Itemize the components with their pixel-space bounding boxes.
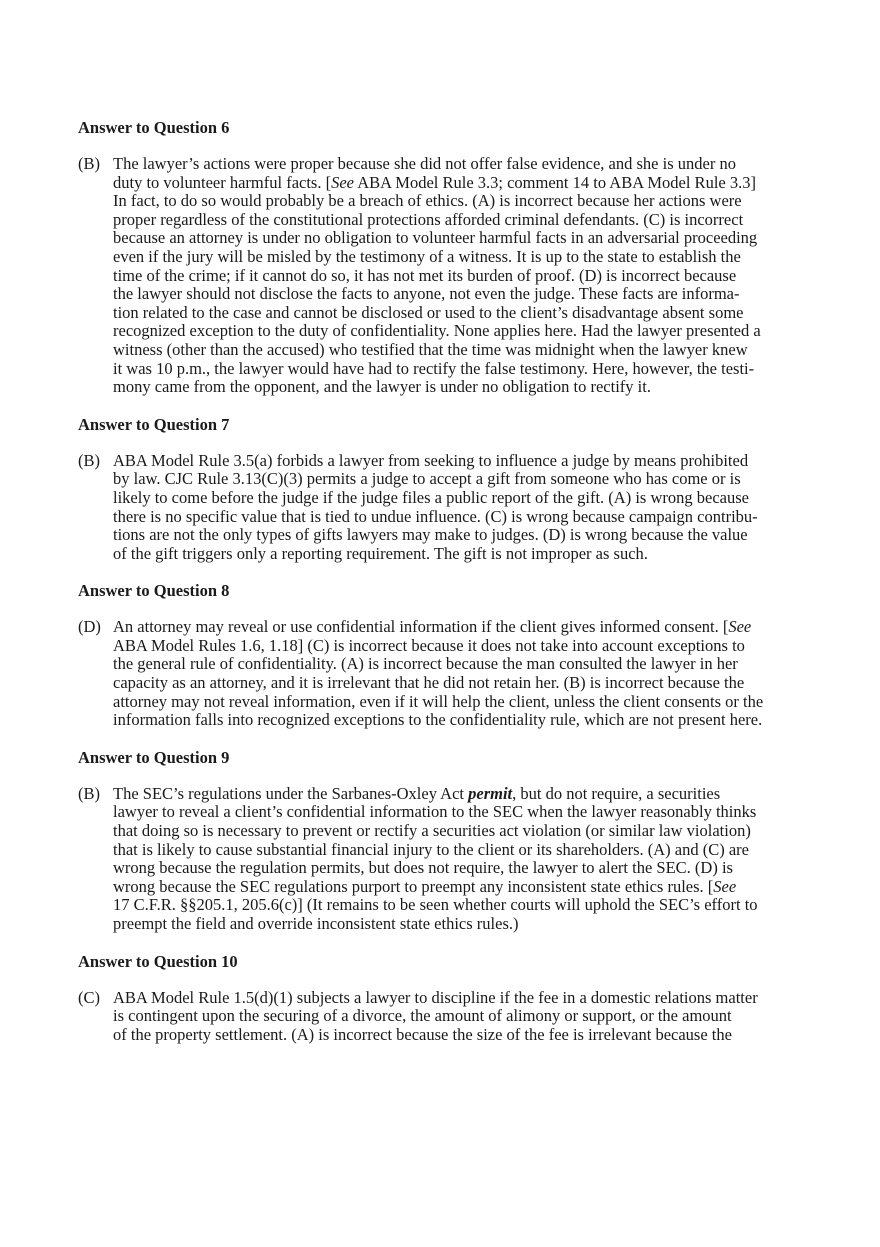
text-segment: the lawyer should not disclose the facts to anyone, not even the judge. These facts are informa- (113, 284, 740, 304)
text-line (113, 211, 798, 230)
text-segment: witness (other than the accused) who testified that the time was midnight when the lawyer knew (113, 339, 748, 359)
text-segment: even if the jury will be misled by the testimony of a witness. It is up to the state to establish the (113, 246, 741, 266)
text-line (113, 878, 798, 897)
emphasized-text: See (728, 617, 752, 637)
document-page (78, 118, 798, 1062)
answer-heading: Answer to Question 7 (78, 414, 230, 434)
answer-paragraph (78, 155, 798, 397)
text-segment: that doing so is necessary to prevent or rectify a securities act violation (or similar law violation) (113, 821, 751, 841)
text-line (113, 378, 798, 397)
text-line (113, 915, 798, 934)
answer-heading: Answer to Question 10 (78, 951, 238, 971)
text-segment: wrong because the SEC regulations purport to preempt any inconsistent state ethics rules. [ (113, 876, 714, 896)
text-line (113, 267, 798, 286)
text-line (113, 803, 798, 822)
text-line (113, 452, 798, 471)
answer-letter: (B) (78, 450, 100, 470)
text-segment: likely to come before the judge if the judge files a public report of the gift. (A) is wrong because (113, 487, 749, 507)
text-line (113, 192, 798, 211)
text-line (113, 155, 798, 174)
text-line (113, 285, 798, 304)
text-line (113, 360, 798, 379)
text-line (113, 711, 798, 730)
text-segment: duty to volunteer harmful facts. [ (113, 172, 332, 192)
answer-section (78, 581, 798, 730)
text-segment: , but do not require, a securities (512, 783, 721, 803)
text-segment: lawyer to reveal a client’s confidential information to the SEC when the lawyer reasonably thinks (113, 802, 757, 822)
text-segment: 17 C.F.R. §§205.1, 205.6(c)] (It remains to be seen whether courts will uphold the SEC’s effort to (113, 895, 758, 915)
text-line (113, 322, 798, 341)
text-segment: ABA Model Rules 1.6, 1.18] (C) is incorrect because it does not take into account exceptions to (113, 635, 745, 655)
text-segment: wrong because the regulation permits, but does not require, the lawyer to alert the SEC. (D) is (113, 858, 733, 878)
answer-heading: Answer to Question 9 (78, 747, 230, 767)
text-line (113, 545, 798, 564)
answer-paragraph (78, 785, 798, 934)
answer-paragraph (78, 618, 798, 730)
text-segment: is contingent upon the securing of a divorce, the amount of alimony or support, or the amount (113, 1006, 732, 1026)
text-line (113, 1026, 798, 1045)
text-segment: The SEC’s regulations under the Sarbanes-Oxley Act (113, 783, 469, 803)
text-segment: In fact, to do so would probably be a breach of ethics. (A) is incorrect because her actions were (113, 191, 742, 211)
text-segment: there is no specific value that is tied to undue influence. (C) is wrong because campaign contribu- (113, 506, 758, 526)
answer-section (78, 118, 798, 397)
text-segment: tion related to the case and cannot be disclosed or used to the client’s disadvantage absent some (113, 302, 744, 322)
answer-heading: Answer to Question 8 (78, 581, 230, 601)
text-line (113, 229, 798, 248)
text-segment: preempt the field and override inconsistent state ethics rules.) (113, 914, 519, 933)
text-line (113, 785, 798, 804)
text-segment: because an attorney is under no obligation to volunteer harmful facts in an adversarial proceeding (113, 228, 758, 248)
text-segment: proper regardless of the constitutional protections afforded criminal defendants. (C) is incorrect (113, 209, 744, 229)
text-segment: attorney may not reveal information, even if it will help the client, unless the client consents or the (113, 691, 764, 711)
answer-heading: Answer to Question 6 (78, 118, 230, 137)
text-line (113, 1007, 798, 1026)
text-line (113, 841, 798, 860)
text-line (113, 618, 798, 637)
text-line (113, 655, 798, 674)
text-segment: tions are not the only types of gifts lawyers may make to judges. (D) is wrong because the value (113, 525, 748, 545)
text-segment: of the property settlement. (A) is incorrect because the size of the fee is irrelevant because the (113, 1024, 732, 1044)
text-line (113, 304, 798, 323)
text-segment: it was 10 p.m., the lawyer would have had to rectify the false testimony. Here, however, the testi- (113, 358, 755, 378)
text-line (113, 470, 798, 489)
answer-letter: (B) (78, 783, 100, 803)
text-line (113, 489, 798, 508)
answer-paragraph (78, 989, 798, 1045)
text-line (113, 989, 798, 1008)
text-segment: information falls into recognized exceptions to the confidentiality rule, which are not present here. (113, 710, 763, 730)
text-line (113, 859, 798, 878)
emphasized-text: permit (468, 783, 513, 803)
text-line (113, 174, 798, 193)
emphasized-text: See (331, 172, 355, 192)
text-line (113, 693, 798, 712)
text-segment: ABA Model Rule 3.3; comment 14 to ABA Model Rule 3.3] (354, 172, 756, 192)
text-line (113, 674, 798, 693)
text-segment: An attorney may reveal or use confidential information if the client gives informed consent. [ (113, 617, 729, 637)
emphasized-text: See (713, 876, 737, 896)
text-line (113, 822, 798, 841)
text-segment: ABA Model Rule 3.5(a) forbids a lawyer from seeking to influence a judge by means prohibited (113, 450, 749, 470)
text-segment: of the gift triggers only a reporting requirement. The gift is not improper as such. (113, 543, 648, 563)
text-segment: the general rule of confidentiality. (A) is incorrect because the man consulted the lawyer in her (113, 654, 738, 674)
text-line (113, 637, 798, 656)
text-line (113, 896, 798, 915)
text-line (113, 341, 798, 360)
text-segment: recognized exception to the duty of confidentiality. None applies here. Had the lawyer presented a (113, 321, 761, 341)
text-segment: time of the crime; if it cannot do so, it has not met its burden of proof. (D) is incorrect because (113, 265, 737, 285)
answer-letter: (D) (78, 617, 101, 637)
text-line (113, 526, 798, 545)
text-segment: by law. CJC Rule 3.13(C)(3) permits a judge to accept a gift from someone who has come or is (113, 469, 741, 489)
answer-letter: (C) (78, 987, 100, 1007)
answer-paragraph (78, 452, 798, 564)
answer-section (78, 748, 798, 934)
text-line (113, 508, 798, 527)
text-segment: mony came from the opponent, and the lawyer is under no obligation to rectify it. (113, 377, 651, 397)
answer-letter: (B) (78, 154, 100, 173)
answer-section (78, 952, 798, 1045)
text-line (113, 248, 798, 267)
text-segment: ABA Model Rule 1.5(d)(1) subjects a lawyer to discipline if the fee in a domestic relations matter (113, 987, 758, 1007)
text-segment: capacity as an attorney, and it is irrelevant that he did not retain her. (B) is incorrect because the (113, 673, 745, 693)
answer-section (78, 415, 798, 564)
text-segment: that is likely to cause substantial financial injury to the client or its shareholders. (A) and (C) are (113, 839, 749, 859)
text-segment: The lawyer’s actions were proper because she did not offer false evidence, and she is under no (113, 154, 736, 173)
